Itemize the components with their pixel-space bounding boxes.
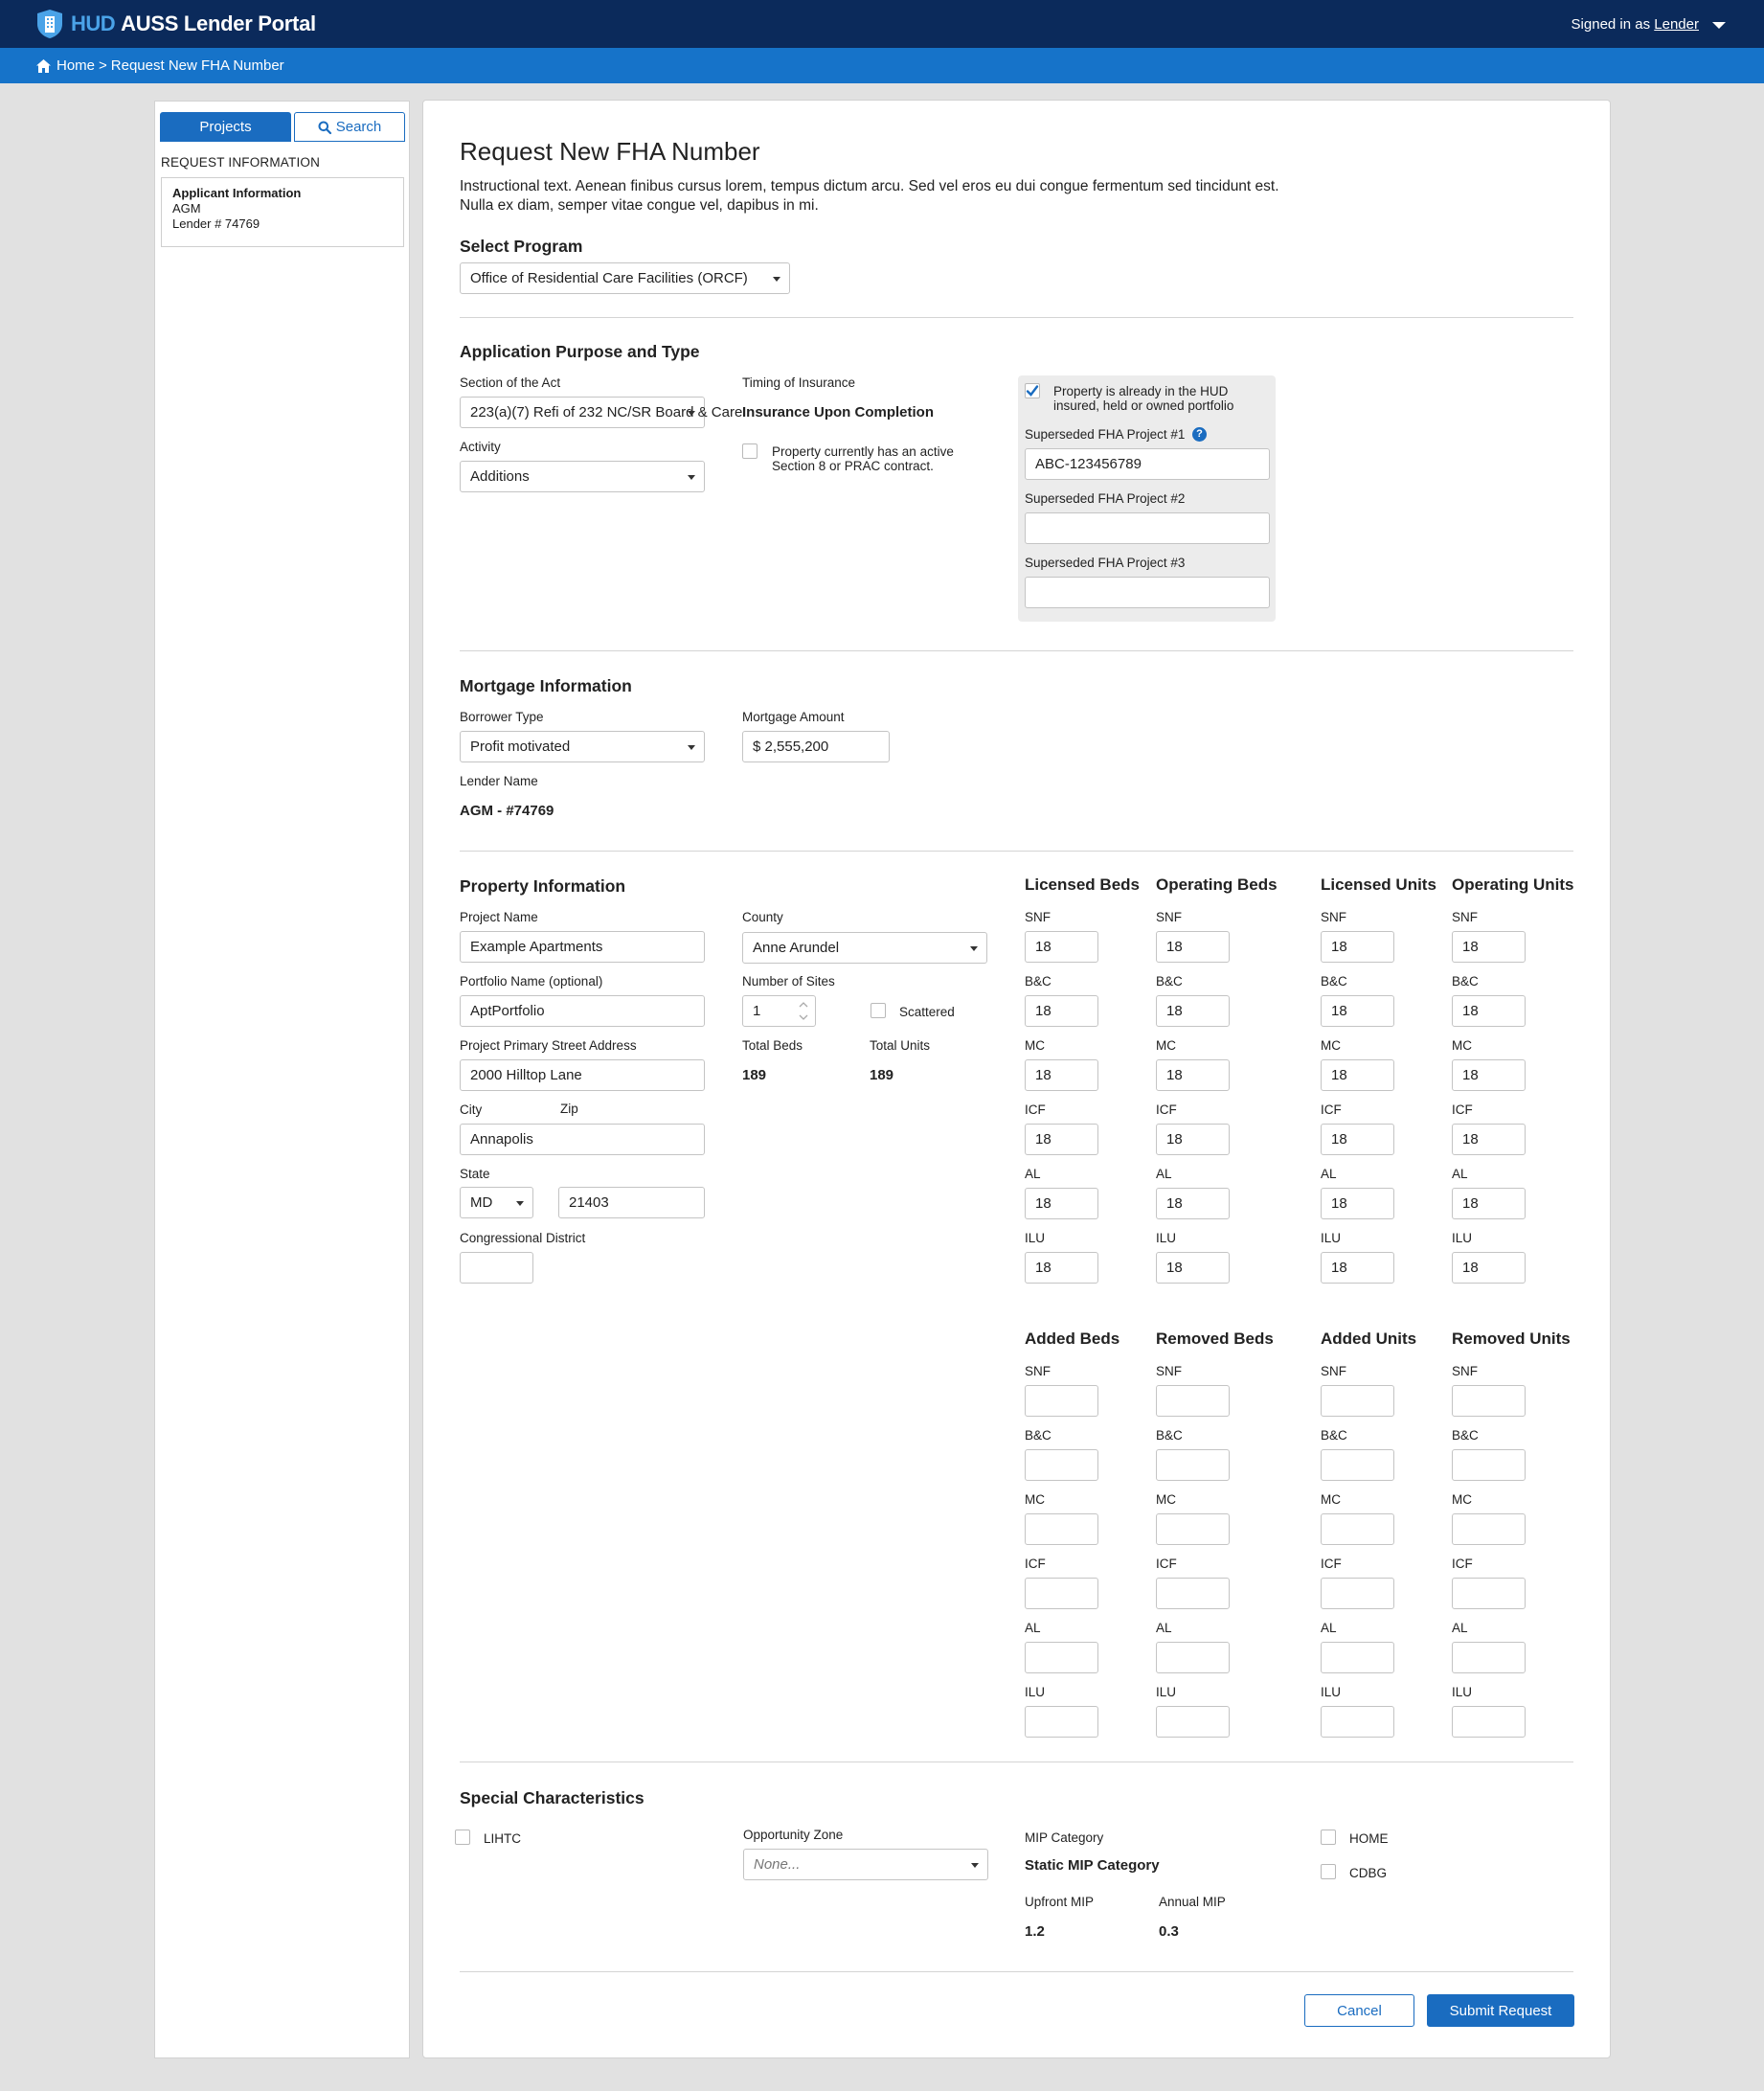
care-type-label: ICF: [1025, 1102, 1046, 1117]
care-type-label: B&C: [1452, 1428, 1479, 1443]
superseded-project-3-input[interactable]: [1025, 577, 1270, 608]
hud-portfolio-label-line1: Property is already in the HUD: [1053, 384, 1229, 398]
tab-projects-label: Projects: [199, 119, 252, 135]
number-of-sites-value: 1: [753, 1003, 761, 1019]
care-type-label: MC: [1452, 1038, 1472, 1053]
care-type-label: SNF: [1156, 910, 1182, 924]
chevron-down-icon: [970, 946, 978, 951]
home-checkbox[interactable]: [1321, 1830, 1336, 1845]
chevron-down-icon: [688, 475, 695, 480]
grid-value-input[interactable]: [1025, 1385, 1098, 1417]
section-divider: [460, 1761, 1573, 1762]
select-program-heading: Select Program: [460, 237, 583, 256]
care-type-label: MC: [1025, 1038, 1045, 1053]
breadcrumb-home-link[interactable]: Home: [57, 57, 96, 74]
care-type-label: ICF: [1321, 1557, 1342, 1571]
grid-value-input[interactable]: 18: [1156, 1124, 1230, 1155]
total-beds-value: 189: [742, 1067, 767, 1083]
care-type-label: SNF: [1321, 1364, 1346, 1378]
care-type-label: ICF: [1156, 1102, 1177, 1117]
congressional-district-label: Congressional District: [460, 1231, 586, 1245]
project-name-input[interactable]: Example Apartments: [460, 931, 705, 963]
chevron-down-icon: [971, 1863, 979, 1868]
section8-label-line1: Property currently has an active: [772, 444, 954, 459]
care-type-label: ICF: [1452, 1102, 1473, 1117]
grid-value-input[interactable]: 18: [1156, 1252, 1230, 1284]
section-divider: [460, 851, 1573, 852]
scattered-label: Scattered: [899, 1005, 955, 1019]
grid-value-input[interactable]: 18: [1156, 995, 1230, 1027]
state-value: MD: [470, 1194, 493, 1211]
instructional-text-line2: Nulla ex diam, semper vitae congue vel, dapibus in mi.: [460, 197, 819, 214]
property-info-heading: Property Information: [460, 876, 626, 896]
grid-value-input[interactable]: [1156, 1642, 1230, 1673]
care-type-label: ILU: [1156, 1231, 1177, 1245]
stepper-arrows-icon[interactable]: [796, 996, 811, 1026]
borrower-type-value: Profit motivated: [470, 739, 571, 755]
activity-label: Activity: [460, 440, 501, 454]
care-type-label: MC: [1321, 1038, 1341, 1053]
submit-request-button[interactable]: [1427, 1994, 1574, 2027]
mip-category-value: Static MIP Category: [1025, 1857, 1160, 1874]
care-type-label: SNF: [1025, 1364, 1051, 1378]
breadcrumb-bar: [0, 48, 1764, 83]
grid-value-input[interactable]: [1321, 1449, 1394, 1481]
applicant-card-name: AGM: [172, 201, 201, 216]
care-type-label: AL: [1025, 1167, 1041, 1181]
brand-logo[interactable]: [36, 9, 316, 39]
grid-value-input[interactable]: [1156, 1513, 1230, 1545]
grid-value-input[interactable]: 18: [1452, 931, 1526, 963]
mortgage-info-heading: Mortgage Information: [460, 676, 632, 695]
superseded-project-1-label: Superseded FHA Project #1: [1025, 427, 1186, 442]
page-title: Request New FHA Number: [460, 137, 760, 166]
breadcrumb: [36, 57, 284, 74]
upfront-mip-label: Upfront MIP: [1025, 1895, 1095, 1909]
total-units-label: Total Units: [870, 1038, 931, 1053]
street-address-label: Project Primary Street Address: [460, 1038, 637, 1053]
mortgage-amount-value: 2,555,200: [764, 739, 829, 755]
care-type-label: AL: [1156, 1167, 1172, 1181]
upfront-mip-value: 1.2: [1025, 1923, 1045, 1940]
currency-symbol: $: [753, 739, 761, 755]
grid-value-input[interactable]: [1025, 1578, 1098, 1609]
tab-search-label: Search: [335, 119, 382, 135]
lihtc-checkbox[interactable]: [455, 1830, 470, 1845]
mip-category-label: MIP Category: [1025, 1830, 1104, 1845]
congressional-district-input[interactable]: [460, 1252, 533, 1284]
care-type-label: MC: [1321, 1492, 1341, 1507]
zip-label: Zip: [560, 1102, 578, 1116]
city-input[interactable]: Annapolis: [460, 1124, 705, 1155]
care-type-label: AL: [1452, 1621, 1468, 1635]
breadcrumb-current: Request New FHA Number: [110, 57, 284, 74]
scattered-checkbox[interactable]: [871, 1003, 886, 1018]
grid-value-input[interactable]: 18: [1452, 1188, 1526, 1219]
opportunity-zone-label: Opportunity Zone: [743, 1828, 844, 1842]
grid-value-input[interactable]: 18: [1321, 995, 1394, 1027]
breadcrumb-separator: >: [99, 57, 107, 74]
activity-value: Additions: [470, 468, 530, 485]
grid-column-title: Removed Units: [1452, 1330, 1571, 1348]
care-type-label: B&C: [1156, 974, 1183, 989]
grid-column-title: Operating Beds: [1156, 875, 1278, 894]
timing-of-insurance-label: Timing of Insurance: [742, 375, 856, 390]
care-type-label: MC: [1156, 1492, 1176, 1507]
grid-column-title: Removed Beds: [1156, 1330, 1274, 1348]
hud-portfolio-label: [1053, 384, 1233, 413]
grid-value-input[interactable]: 18: [1321, 931, 1394, 963]
grid-value-input[interactable]: [1025, 1706, 1098, 1738]
grid-value-input[interactable]: [1452, 1449, 1526, 1481]
lihtc-label: LIHTC: [484, 1831, 522, 1846]
timing-of-insurance-value: Insurance Upon Completion: [742, 404, 935, 420]
grid-value-input[interactable]: [1025, 1642, 1098, 1673]
brand-hud-text: HUD: [71, 11, 116, 35]
grid-value-input[interactable]: 18: [1156, 1188, 1230, 1219]
care-type-label: ICF: [1321, 1102, 1342, 1117]
shield-logo-icon: [36, 9, 63, 39]
chevron-down-icon: [688, 745, 695, 750]
grid-column-title: Licensed Beds: [1025, 875, 1140, 894]
county-label: County: [742, 910, 783, 924]
grid-value-input[interactable]: 18: [1156, 1059, 1230, 1091]
superseded-project-2-label: Superseded FHA Project #2: [1025, 491, 1186, 506]
zip-input[interactable]: 21403: [558, 1187, 705, 1218]
section8-checkbox-label: [772, 444, 954, 473]
special-characteristics-heading: Special Characteristics: [460, 1788, 645, 1807]
home-icon[interactable]: [36, 59, 51, 73]
total-beds-label: Total Beds: [742, 1038, 803, 1053]
applicant-info-card[interactable]: [161, 177, 404, 247]
checkmark-icon: [1025, 383, 1040, 398]
grid-value-input[interactable]: [1156, 1706, 1230, 1738]
mortgage-amount-label: Mortgage Amount: [742, 710, 845, 724]
lender-name-value: AGM - #74769: [460, 803, 554, 819]
grid-value-input[interactable]: [1452, 1578, 1526, 1609]
total-units-value: 189: [870, 1067, 894, 1083]
borrower-type-select[interactable]: [460, 731, 705, 762]
care-type-label: AL: [1025, 1621, 1041, 1635]
care-type-label: MC: [1025, 1492, 1045, 1507]
grid-value-input[interactable]: [1321, 1706, 1394, 1738]
care-type-label: SNF: [1025, 910, 1051, 924]
grid-column-title: Licensed Units: [1321, 875, 1436, 894]
brand-title: AUSS Lender Portal: [121, 11, 316, 35]
number-of-sites-label: Number of Sites: [742, 974, 835, 989]
applicant-card-title: Applicant Information: [172, 186, 302, 200]
care-type-label: ILU: [1321, 1685, 1342, 1699]
opportunity-zone-placeholder: None...: [754, 1856, 801, 1873]
chevron-down-icon: [516, 1201, 524, 1206]
borrower-type-label: Borrower Type: [460, 710, 544, 724]
care-type-label: ILU: [1452, 1685, 1473, 1699]
sidebar: [154, 101, 410, 2058]
lender-name-label: Lender Name: [460, 774, 538, 788]
chevron-down-icon[interactable]: [1712, 22, 1726, 29]
grid-value-input[interactable]: [1452, 1513, 1526, 1545]
grid-value-input[interactable]: 18: [1025, 1252, 1098, 1284]
care-type-label: MC: [1156, 1038, 1176, 1053]
care-type-label: ILU: [1452, 1231, 1473, 1245]
search-icon: [318, 121, 331, 134]
superseded-project-1-input[interactable]: ABC-123456789: [1025, 448, 1270, 480]
cdbg-checkbox[interactable]: [1321, 1864, 1336, 1879]
city-label: City: [460, 1102, 483, 1117]
grid-value-input[interactable]: [1321, 1513, 1394, 1545]
grid-value-input[interactable]: 18: [1025, 931, 1098, 963]
applicant-card-lender: Lender # 74769: [172, 216, 260, 231]
grid-value-input[interactable]: [1452, 1706, 1526, 1738]
request-info-heading: REQUEST INFORMATION: [161, 155, 321, 170]
program-select[interactable]: [460, 262, 790, 294]
project-name-label: Project Name: [460, 910, 538, 924]
application-purpose-heading: Application Purpose and Type: [460, 342, 700, 361]
tab-search[interactable]: [294, 112, 405, 142]
activity-select[interactable]: [460, 461, 705, 492]
street-address-input[interactable]: 2000 Hilltop Lane: [460, 1059, 705, 1091]
section-divider: [460, 650, 1573, 651]
care-type-label: MC: [1452, 1492, 1472, 1507]
instructional-text: [460, 177, 1279, 216]
grid-value-input[interactable]: [1321, 1578, 1394, 1609]
grid-column-title: Operating Units: [1452, 875, 1574, 894]
care-type-label: SNF: [1156, 1364, 1182, 1378]
care-type-label: ILU: [1321, 1231, 1342, 1245]
section8-checkbox[interactable]: [742, 443, 758, 459]
grid-value-input[interactable]: 18: [1025, 1188, 1098, 1219]
superseded-project-2-input[interactable]: [1025, 512, 1270, 544]
grid-value-input[interactable]: [1321, 1642, 1394, 1673]
chevron-down-icon: [773, 277, 780, 282]
signed-in-prefix: Signed in as: [1571, 16, 1651, 33]
care-type-label: B&C: [1321, 974, 1347, 989]
annual-mip-value: 0.3: [1159, 1923, 1179, 1940]
grid-value-input[interactable]: 18: [1025, 995, 1098, 1027]
care-type-label: ILU: [1025, 1685, 1046, 1699]
grid-value-input[interactable]: [1452, 1385, 1526, 1417]
grid-value-input[interactable]: 18: [1321, 1124, 1394, 1155]
section8-label-line2: Section 8 or PRAC contract.: [772, 459, 934, 473]
grid-column-title: Added Beds: [1025, 1330, 1120, 1348]
help-icon[interactable]: ?: [1192, 427, 1207, 442]
cdbg-label: CDBG: [1349, 1866, 1388, 1880]
grid-value-input[interactable]: [1321, 1385, 1394, 1417]
grid-value-input[interactable]: 18: [1025, 1059, 1098, 1091]
instructional-text-line1: Instructional text. Aenean finibus cursus lorem, tempus dictum arcu. Sed vel eros eu dui congue fermentum sed tincidunt est.: [460, 178, 1279, 194]
program-select-value: Office of Residential Care Facilities (ORCF): [470, 270, 748, 286]
care-type-label: ILU: [1156, 1685, 1177, 1699]
hud-portfolio-label-line2: insured, held or owned portfolio: [1053, 398, 1234, 413]
section-of-act-select[interactable]: [460, 397, 743, 428]
grid-value-input[interactable]: [1025, 1513, 1098, 1545]
section-divider: [460, 317, 1573, 318]
signed-in-status: [1572, 16, 1699, 33]
care-type-label: AL: [1321, 1621, 1337, 1635]
grid-value-input[interactable]: [1025, 1449, 1098, 1481]
care-type-label: SNF: [1452, 910, 1478, 924]
section-divider: [460, 1971, 1573, 1972]
care-type-label: B&C: [1452, 974, 1479, 989]
home-label: HOME: [1349, 1831, 1389, 1846]
grid-value-input[interactable]: 18: [1321, 1188, 1394, 1219]
user-link[interactable]: Lender: [1654, 16, 1699, 33]
grid-value-input[interactable]: [1156, 1449, 1230, 1481]
care-type-label: ICF: [1156, 1557, 1177, 1571]
hud-portfolio-checkbox[interactable]: [1025, 383, 1040, 398]
care-type-label: SNF: [1321, 910, 1346, 924]
grid-value-input[interactable]: 18: [1452, 1124, 1526, 1155]
section-of-act-label: Section of the Act: [460, 375, 561, 390]
grid-value-input[interactable]: 18: [1452, 1059, 1526, 1091]
grid-value-input[interactable]: [1452, 1642, 1526, 1673]
opportunity-zone-select[interactable]: [743, 1849, 988, 1880]
county-select[interactable]: [742, 932, 987, 964]
grid-column-title: Added Units: [1321, 1330, 1417, 1348]
care-type-label: AL: [1156, 1621, 1172, 1635]
grid-value-input[interactable]: 18: [1025, 1124, 1098, 1155]
chevron-down-icon: [688, 411, 695, 416]
care-type-label: ICF: [1452, 1557, 1473, 1571]
care-type-label: B&C: [1156, 1428, 1183, 1443]
grid-value-input[interactable]: 18: [1156, 931, 1230, 963]
care-type-label: AL: [1452, 1167, 1468, 1181]
grid-value-input[interactable]: [1156, 1578, 1230, 1609]
annual-mip-label: Annual MIP: [1159, 1895, 1226, 1909]
grid-value-input[interactable]: 18: [1452, 1252, 1526, 1284]
state-label: State: [460, 1167, 490, 1181]
grid-value-input[interactable]: 18: [1321, 1059, 1394, 1091]
cancel-button[interactable]: [1304, 1994, 1414, 2027]
grid-value-input[interactable]: 18: [1452, 995, 1526, 1027]
submit-button-label: Submit Request: [1449, 2002, 1552, 2019]
top-navigation-bar: [0, 0, 1764, 48]
main-form-panel: [422, 100, 1611, 2058]
county-value: Anne Arundel: [753, 940, 840, 956]
portfolio-name-label: Portfolio Name (optional): [460, 974, 603, 989]
cancel-button-label: Cancel: [1337, 2002, 1382, 2019]
state-select[interactable]: [460, 1187, 533, 1218]
care-type-label: ICF: [1025, 1557, 1046, 1571]
portfolio-name-input[interactable]: AptPortfolio: [460, 995, 705, 1027]
care-type-label: ILU: [1025, 1231, 1046, 1245]
grid-value-input[interactable]: [1156, 1385, 1230, 1417]
care-type-label: B&C: [1025, 974, 1052, 989]
care-type-label: AL: [1321, 1167, 1337, 1181]
grid-value-input[interactable]: 18: [1321, 1252, 1394, 1284]
superseded-project-3-label: Superseded FHA Project #3: [1025, 556, 1186, 570]
care-type-label: B&C: [1321, 1428, 1347, 1443]
care-type-label: B&C: [1025, 1428, 1052, 1443]
section-of-act-value: 223(a)(7) Refi of 232 NC/SR Board & Care: [470, 404, 743, 420]
tab-projects[interactable]: [160, 112, 291, 142]
care-type-label: SNF: [1452, 1364, 1478, 1378]
mortgage-amount-input[interactable]: [742, 731, 890, 762]
